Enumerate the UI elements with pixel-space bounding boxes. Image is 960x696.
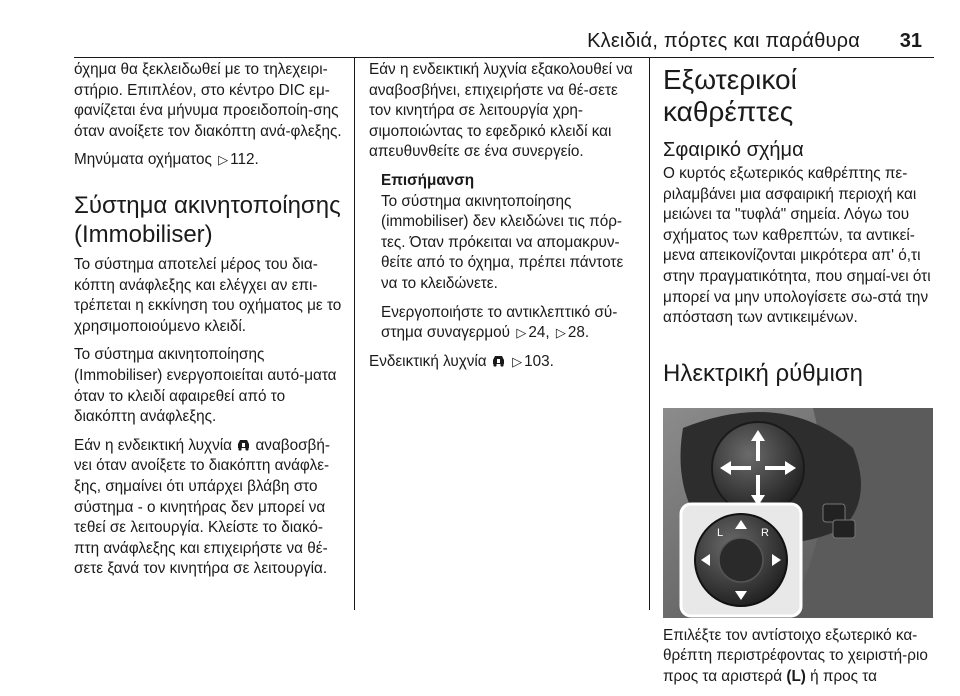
mirror-select-left-label: L bbox=[717, 526, 724, 539]
text: αναβοσβή-νει όταν ανοίξετε το διακόπτη ανάφλε-ξης, σημαίνει ότι υπάρχει βλάβη στο σύστημα - ο κινητήρας δεν μπορεί να τεθεί σε λειτουργία. Κλείστε το διακό-πτη ανάφλεξης και επιχειρήστε να θέ-σετε ξανά τον κινητήρα σε λειτουργία. bbox=[74, 436, 330, 578]
subheading-electric-adjustment: Ηλεκτρική ρύθμιση bbox=[663, 359, 863, 387]
paragraph-vehicle-messages bbox=[74, 150, 344, 171]
paragraph: Εάν η ενδεικτική λυχνία εξακολουθεί να αναβοσβήνει, επιχειρήστε να θέ-σετε τον κινητήρα σε λειτουργία χρη-σιμοποιώντας το εφεδρικό κλειδί και απευθυνθείτε σε ένα συνεργείο. bbox=[369, 61, 633, 161]
mirror-control-photo bbox=[663, 408, 933, 618]
page-number: 31 bbox=[899, 30, 922, 52]
notice-paragraph-alarm bbox=[381, 303, 639, 344]
immobiliser-warning-light-icon bbox=[236, 438, 251, 451]
section-heading-immobiliser: Σύστημα ακινητοποίησης (Immobiliser) bbox=[74, 191, 341, 248]
running-header: Κλειδιά, πόρτες και παράθυρα bbox=[587, 30, 860, 52]
notice-paragraph: Το σύστημα ακινητοποίησης (immobiliser) δεν κλειδώνει τις πόρ-τες. Όταν πρόκειται να απομακρυν-θείτε από το όχημα, πρέπει πάντοτε να το κλειδώνετε. bbox=[381, 192, 624, 292]
immobiliser-warning-light-icon bbox=[491, 354, 506, 367]
mirror-select-right-label: R bbox=[761, 526, 769, 539]
paragraph-select-mirror bbox=[663, 626, 933, 688]
page-reference-arrow-icon: ▷ bbox=[218, 152, 229, 168]
notice-label: Επισήμανση bbox=[381, 171, 475, 189]
page-reference[interactable]: 112. bbox=[230, 151, 259, 169]
column-divider-2 bbox=[649, 57, 650, 610]
page-reference-arrow-icon: ▷ bbox=[512, 353, 523, 369]
subheading-convex-shape: Σφαιρικό σχήμα bbox=[663, 139, 804, 161]
text: Ενδεικτική λυχνία bbox=[369, 352, 487, 370]
page-reference[interactable]: 28. bbox=[567, 324, 590, 342]
paragraph-warning-light bbox=[74, 436, 344, 580]
page-reference-arrow-icon: ▷ bbox=[516, 325, 527, 341]
section-heading-exterior-mirrors: Εξωτερικοί καθρέπτες bbox=[663, 64, 797, 127]
paragraph-warning-light-ref bbox=[369, 352, 639, 373]
page-reference[interactable]: 24, bbox=[528, 324, 550, 342]
page-reference[interactable]: 103. bbox=[524, 352, 554, 370]
text: Ενεργοποιήστε το αντικλεπτικό σύ-στημα συναγερμού bbox=[381, 303, 618, 342]
text: Μηνύματα οχήματος bbox=[74, 151, 212, 169]
paragraph: Το σύστημα αποτελεί μέρος του δια-κόπτη ανάφλεξης και ελέγχει αν επι-τρέπεται η εκκίνηση του οχήματος με το χρησιμοποιούμενο κλειδί. bbox=[74, 255, 342, 335]
paragraph: Ο κυρτός εξωτερικός καθρέπτης πε-ριλαμβάνει μια ασφαιρική περιοχή και μειώνει τα "τυφλά" σημεία. Λόγω του σχήματος των καθρεπτών, τα αντικεί-μενα απεικονίζονται μικρότερα απ' ό,τι στην πραγματικότητα, που σημαί-νει ότι μπορεί να μην υπολογίσετε σω-στά την απόσταση των αντικειμένων. bbox=[663, 165, 931, 327]
text: Εάν η ενδεικτική λυχνία bbox=[74, 436, 232, 454]
text: Επιλέξτε τον αντίστοιχο εξωτερικό κα-θρέπτη περιστρέφοντας το χειριστή-ριο προς τα αριστερά bbox=[663, 626, 928, 685]
left-indicator: (L) bbox=[786, 667, 806, 685]
column-3 bbox=[663, 60, 933, 696]
notice-box bbox=[381, 171, 639, 344]
page-reference-arrow-icon: ▷ bbox=[555, 325, 566, 341]
text: ή προς τα bbox=[810, 667, 877, 685]
column-divider-1 bbox=[354, 57, 355, 610]
column-2 bbox=[369, 60, 639, 380]
paragraph: Το σύστημα ακινητοποίησης (Immobiliser) ενεργοποιείται αυτό-ματα όταν το κλειδί αφαιρεθεί από το διακόπτη ανάφλεξης. bbox=[74, 346, 337, 426]
paragraph: όχημα θα ξεκλειδωθεί με το τηλεχειρι-στήριο. Επιπλέον, στο κέντρο DIC εμ-φανίζεται ένα μήνυμα προειδοποίη-σης όταν ανοίξετε τον διακόπτη ανά-φλεξης. bbox=[74, 61, 342, 140]
header-divider bbox=[74, 57, 934, 58]
column-1 bbox=[74, 60, 344, 588]
